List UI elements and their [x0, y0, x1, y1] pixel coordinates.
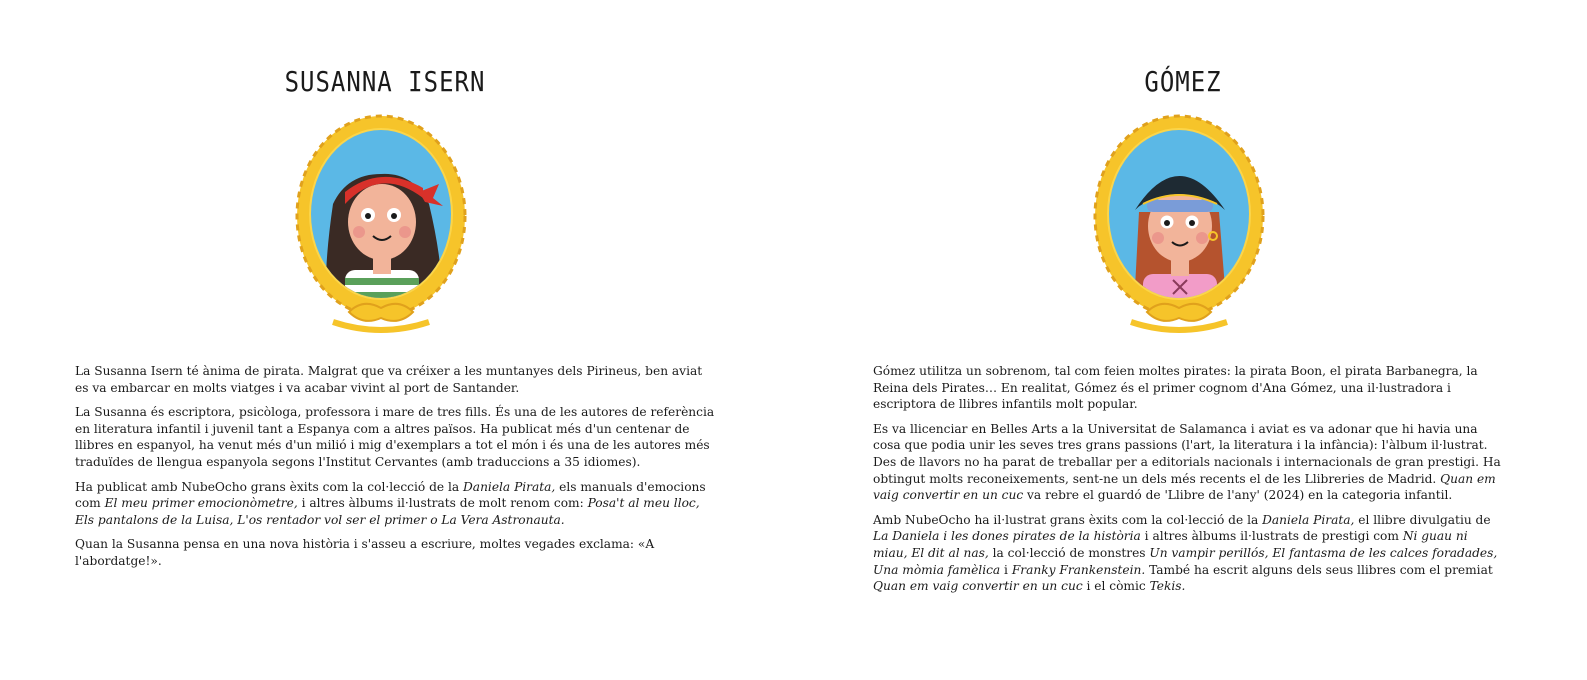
bio-paragraph: Ha publicat amb NubeOcho grans èxits com la col·lecció de la Daniela Pirata, els manuals d'emocions com El meu primer emocionòmetre, i altres àlbums il·lustrats de molt renom com: Posa't al meu lloc, Els pantalons de la Luisa, L'os rentador vol ser el primer o La Vera Astronauta. [75, 479, 706, 527]
book-title: La Daniela i les dones pirates de la història [873, 529, 1141, 544]
bio-paragraph: La Susanna és escriptora, psicòloga, professora i mare de tres fills. És una de les autores de referència en literatura infantil i juvenil tant a Espanya com a altres països. Ha publicat més d'un centenar de llibres en espanyol, ha venut més d'un milió i mig d'exemplars a tot el món i és una de les autores més traduïdes de llengua espanyola segons l'Institut Cervantes (amb traduccions a 35 idiomes). [75, 405, 715, 469]
book-title: Un vampir perillós, El fantasma de les calces foradades, Una mòmia famèlica [873, 545, 1498, 577]
bio-paragraph: Amb NubeOcho ha il·lustrat grans èxits com la col·lecció de la Daniela Pirata, el llibre divulgatiu de La Daniela i les dones pirates de la història i altres àlbums il·lustrats de prestigi com Ni guau ni miau, El dit al nas, la col·lecció de monstres Un vampir perillós, El fantasma de les calces foradades, Una mòmia famèlica i Franky Frankenstein. També ha escrit alguns dels seus llibres com el premiat Quan em vaig convertir en un cuc i el còmic Tekis. [873, 512, 1498, 594]
book-title: El meu primer emocionòmetre, [104, 496, 298, 511]
left-page [0, 0, 793, 680]
author-title: SUSANNA ISERN [284, 65, 486, 99]
book-title: Franky Frankenstein. [1011, 562, 1146, 577]
book-title: Daniela Pirata, [463, 479, 556, 494]
author-title: GÓMEZ [1144, 65, 1222, 99]
author-bio [873, 363, 1503, 603]
bio-paragraph: Quan la Susanna pensa en una nova història i s'asseu a escriure, moltes vegades exclama: «A l'abordatge!». [75, 537, 655, 568]
pirate-girl-tricorn-hat-portrait [1091, 112, 1275, 334]
bio-paragraph: Gómez utilitza un sobrenom, tal com feien moltes pirates: la pirata Boon, el pirata Barbanegra, la Reina dels Pirates… En realitat, Gómez és el primer cognom d'Ana Gómez, una il·lustradora i escriptora de llibres infantils molt popular. [873, 364, 1478, 412]
bio-paragraph: Es va llicenciar en Belles Arts a la Universitat de Salamanca i aviat es va adonar que hi havia una cosa que podia unir les seves tres grans passions (l'art, la literatura i la infància): l'àlbum il·lustrat. Des de llavors no ha parat de treballar per a editorials nacionals i internacionals de gran prestigi. Ha obtingut molts reconeixements, sent-ne un dels més recents el de les Llibreries de Madrid. Quan em vaig convertir en un cuc va rebre el guardó de 'Llibre de l'any' (2024) en la categoria infantil. [873, 421, 1501, 503]
book-title: Quan em vaig convertir en un cuc [873, 471, 1496, 503]
bio-paragraph: La Susanna Isern té ànima de pirata. Malgrat que va créixer a les muntanyes dels Pirineus, ben aviat es va embarcar en molts viatges i va acabar vivint al port de Santander. [75, 364, 703, 395]
book-title: Daniela Pirata, [1262, 512, 1355, 527]
book-title: Posa't al meu lloc, Els pantalons de la Luisa, L'os rentador vol ser el primer o La Vera Astronauta. [75, 496, 700, 527]
book-title: Tekis. [1149, 579, 1186, 594]
pirate-girl-red-bandana-portrait [293, 112, 477, 334]
right-page [793, 0, 1587, 680]
book-title: Quan em vaig convertir en un cuc [873, 579, 1083, 594]
book-title: Ni guau ni miau, El dit al nas, [873, 529, 1468, 560]
author-bio [75, 363, 715, 578]
